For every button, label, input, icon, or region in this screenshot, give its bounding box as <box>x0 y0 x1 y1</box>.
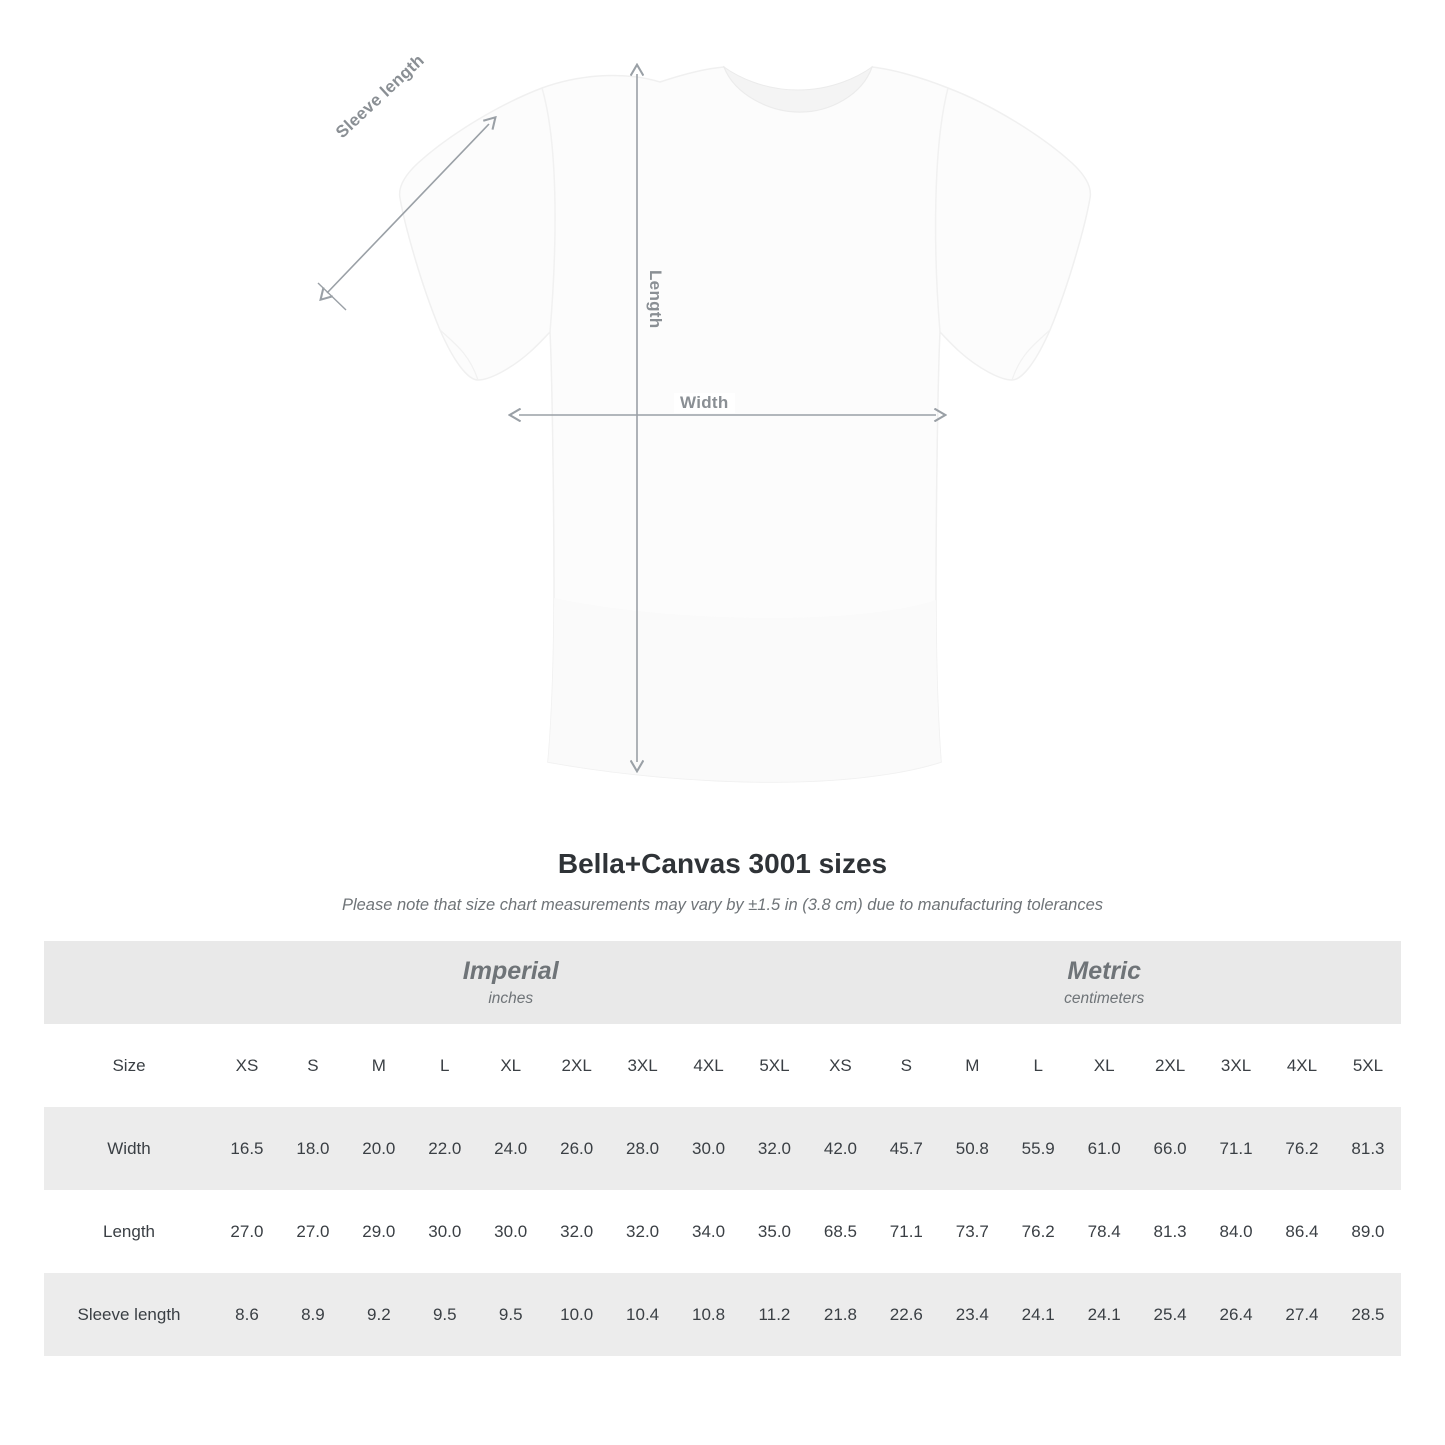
size-table-wrapper <box>44 941 1401 1356</box>
header-size-imperial-XS: XS <box>214 1024 280 1107</box>
header-size-metric-XS: XS <box>807 1024 873 1107</box>
cell-width-metric-8: 81.3 <box>1335 1107 1401 1190</box>
header-size-metric-3XL: 3XL <box>1203 1024 1269 1107</box>
cell-length-metric-6: 84.0 <box>1203 1190 1269 1273</box>
cell-length-metric-3: 76.2 <box>1005 1190 1071 1273</box>
cell-sleeve-length-metric-0: 21.8 <box>807 1273 873 1356</box>
cell-length-metric-2: 73.7 <box>939 1190 1005 1273</box>
header-size-imperial-4XL: 4XL <box>676 1024 742 1107</box>
cell-sleeve-length-imperial-8: 11.2 <box>742 1273 808 1356</box>
table-row <box>44 1273 1401 1356</box>
cell-width-metric-2: 50.8 <box>939 1107 1005 1190</box>
cell-length-imperial-7: 34.0 <box>676 1190 742 1273</box>
sleeve-length-label: Sleeve length <box>332 50 428 142</box>
cell-width-metric-0: 42.0 <box>807 1107 873 1190</box>
header-size-imperial-XL: XL <box>478 1024 544 1107</box>
cell-sleeve-length-imperial-7: 10.8 <box>676 1273 742 1356</box>
size-table <box>44 941 1401 1356</box>
cell-length-metric-5: 81.3 <box>1137 1190 1203 1273</box>
cell-sleeve-length-metric-4: 24.1 <box>1071 1273 1137 1356</box>
table-header-row <box>44 1024 1401 1107</box>
length-label: Length <box>646 270 665 329</box>
cell-length-metric-0: 68.5 <box>807 1190 873 1273</box>
cell-width-imperial-6: 28.0 <box>610 1107 676 1190</box>
cell-width-imperial-4: 24.0 <box>478 1107 544 1190</box>
cell-sleeve-length-metric-3: 24.1 <box>1005 1273 1071 1356</box>
cell-sleeve-length-imperial-1: 8.9 <box>280 1273 346 1356</box>
metric-sub-label: centimeters <box>1064 989 1145 1007</box>
cell-sleeve-length-metric-1: 22.6 <box>873 1273 939 1356</box>
cell-length-imperial-5: 32.0 <box>544 1190 610 1273</box>
unit-band-row <box>44 941 1401 1024</box>
shirt-shape <box>400 67 1091 782</box>
header-size-imperial-L: L <box>412 1024 478 1107</box>
cell-length-imperial-4: 30.0 <box>478 1190 544 1273</box>
cell-sleeve-length-imperial-0: 8.6 <box>214 1273 280 1356</box>
cell-width-metric-7: 76.2 <box>1269 1107 1335 1190</box>
width-label: Width <box>674 393 735 413</box>
cell-length-metric-4: 78.4 <box>1071 1190 1137 1273</box>
cell-width-imperial-8: 32.0 <box>742 1107 808 1190</box>
cell-length-imperial-1: 27.0 <box>280 1190 346 1273</box>
cell-width-metric-1: 45.7 <box>873 1107 939 1190</box>
cell-length-metric-8: 89.0 <box>1335 1190 1401 1273</box>
header-size-metric-4XL: 4XL <box>1269 1024 1335 1107</box>
header-size-metric-5XL: 5XL <box>1335 1024 1401 1107</box>
cell-sleeve-length-imperial-5: 10.0 <box>544 1273 610 1356</box>
table-row <box>44 1190 1401 1273</box>
cell-width-imperial-2: 20.0 <box>346 1107 412 1190</box>
header-size-imperial-S: S <box>280 1024 346 1107</box>
header-size-metric-L: L <box>1005 1024 1071 1107</box>
cell-width-metric-6: 71.1 <box>1203 1107 1269 1190</box>
metric-label: Metric <box>1067 957 1142 986</box>
header-size-label: Size <box>44 1024 214 1107</box>
cell-sleeve-length-metric-6: 26.4 <box>1203 1273 1269 1356</box>
cell-width-imperial-5: 26.0 <box>544 1107 610 1190</box>
cell-width-imperial-0: 16.5 <box>214 1107 280 1190</box>
header-size-imperial-3XL: 3XL <box>610 1024 676 1107</box>
header-size-metric-2XL: 2XL <box>1137 1024 1203 1107</box>
cell-sleeve-length-imperial-4: 9.5 <box>478 1273 544 1356</box>
cell-length-imperial-3: 30.0 <box>412 1190 478 1273</box>
cell-sleeve-length-imperial-3: 9.5 <box>412 1273 478 1356</box>
cell-width-metric-4: 61.0 <box>1071 1107 1137 1190</box>
unit-band-blank <box>44 941 214 1024</box>
cell-width-imperial-1: 18.0 <box>280 1107 346 1190</box>
row-label-width: Width <box>44 1107 214 1190</box>
header-size-imperial-2XL: 2XL <box>544 1024 610 1107</box>
cell-sleeve-length-imperial-2: 9.2 <box>346 1273 412 1356</box>
header-size-imperial-5XL: 5XL <box>742 1024 808 1107</box>
cell-sleeve-length-metric-2: 23.4 <box>939 1273 1005 1356</box>
cell-length-metric-7: 86.4 <box>1269 1190 1335 1273</box>
imperial-label: Imperial <box>462 957 559 986</box>
imperial-unit-cell <box>214 941 807 1024</box>
cell-length-imperial-0: 27.0 <box>214 1190 280 1273</box>
cell-width-metric-5: 66.0 <box>1137 1107 1203 1190</box>
cell-length-imperial-6: 32.0 <box>610 1190 676 1273</box>
page-title: Bella+Canvas 3001 sizes <box>557 848 888 879</box>
cell-width-metric-3: 55.9 <box>1005 1107 1071 1190</box>
row-label-sleeve-length: Sleeve length <box>44 1273 214 1356</box>
cell-length-imperial-8: 35.0 <box>742 1190 808 1273</box>
row-label-length: Length <box>44 1190 214 1273</box>
cell-sleeve-length-imperial-6: 10.4 <box>610 1273 676 1356</box>
table-row <box>44 1107 1401 1190</box>
header-size-metric-S: S <box>873 1024 939 1107</box>
cell-width-imperial-7: 30.0 <box>676 1107 742 1190</box>
header-size-metric-XL: XL <box>1071 1024 1137 1107</box>
cell-sleeve-length-metric-5: 25.4 <box>1137 1273 1203 1356</box>
cell-sleeve-length-metric-8: 28.5 <box>1335 1273 1401 1356</box>
cell-sleeve-length-metric-7: 27.4 <box>1269 1273 1335 1356</box>
imperial-sub-label: inches <box>488 989 534 1007</box>
size-table-body <box>44 1024 1401 1356</box>
header-size-imperial-M: M <box>346 1024 412 1107</box>
cell-width-imperial-3: 22.0 <box>412 1107 478 1190</box>
cell-length-imperial-2: 29.0 <box>346 1190 412 1273</box>
header-size-metric-M: M <box>939 1024 1005 1107</box>
metric-unit-cell <box>807 941 1401 1024</box>
cell-length-metric-1: 71.1 <box>873 1190 939 1273</box>
tolerance-note: Please note that size chart measurements may vary by ±1.5 in (3.8 cm) due to manufacturing tolerances <box>341 896 1104 914</box>
